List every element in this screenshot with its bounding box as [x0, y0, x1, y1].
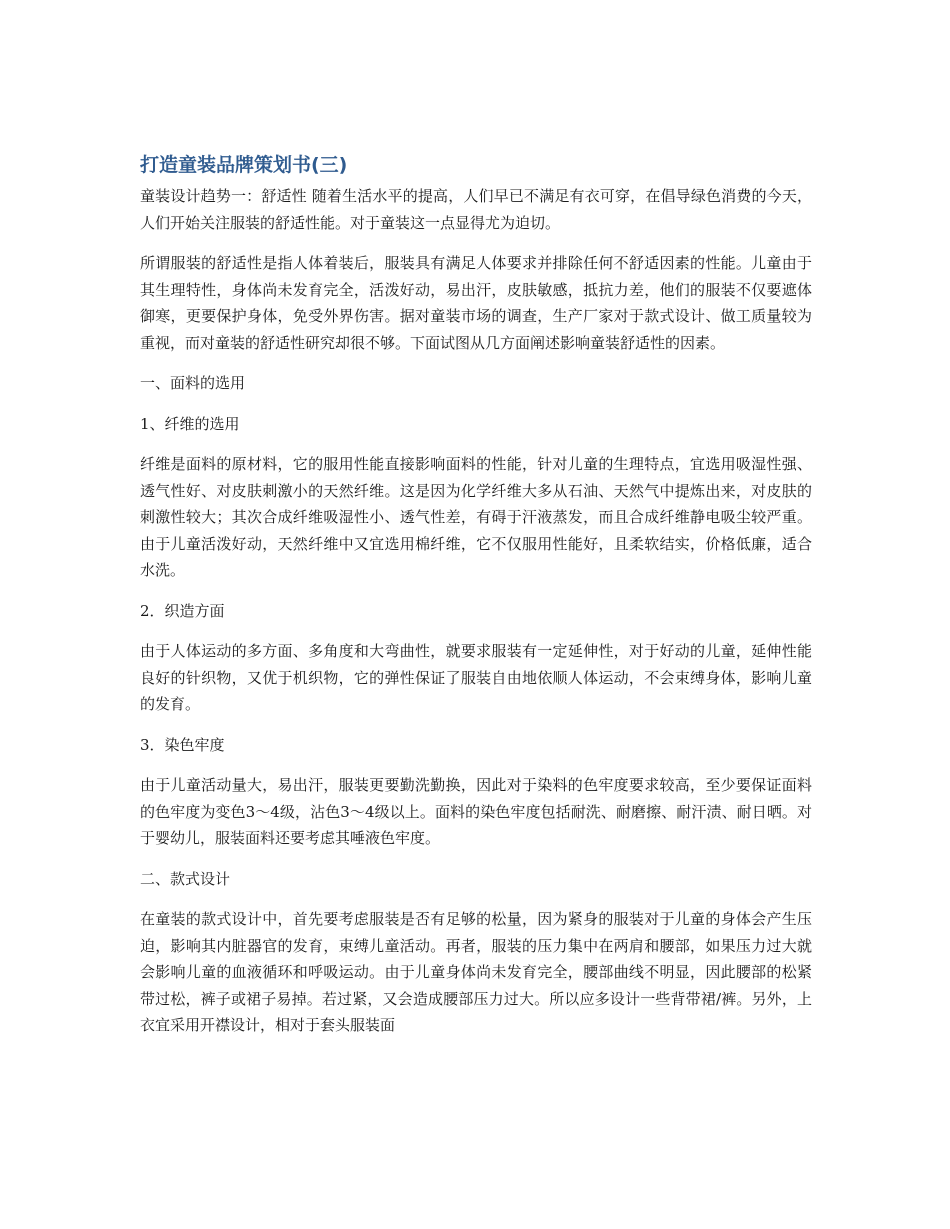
paragraph-intro: 童装设计趋势一：舒适性 随着生活水平的提高，人们早已不满足有衣可穿，在倡导绿色消费的今天，人们开始关注服装的舒适性能。对于童装这一点显得尤为迫切。	[140, 187, 812, 232]
paragraph-fiber: 纤维是面料的原材料，它的服用性能直接影响面料的性能，针对儿童的生理特点，宜选用吸湿性强、透气性好、对皮肤刺激小的天然纤维。这是因为化学纤维大多从石油、天然气中提炼出来，对皮肤的刺激性较大；其次合成纤维吸湿性小、透气性差，有碍于汗液蒸发，而且合成纤维静电吸尘较严重。由于儿童活泼好动，天然纤维中又宜选用棉纤维，它不仅服用性能好，且柔软结实，价格低廉，适合水洗。	[140, 455, 812, 579]
subsection-heading-colorfastness: 3．染色牢度	[140, 735, 225, 754]
paragraph-weaving: 由于人体运动的多方面、多角度和大弯曲性，就要求服装有一定延伸性，对于好动的儿童，延伸性能良好的针织物，又优于机织物，它的弹性保证了服装自由地依顺人体运动，不会束缚身体，影响儿童的发育。	[140, 642, 812, 713]
subsection-heading-fiber: 1、纤维的选用	[140, 414, 240, 433]
section-heading-style-design: 二、款式设计	[140, 869, 231, 888]
document-title: 打造童装品牌策划书(三)	[140, 154, 348, 176]
section-heading-fabric: 一、面料的选用	[140, 374, 246, 392]
paragraph-style-design: 在童装的款式设计中，首先要考虑服装是否有足够的松量，因为紧身的服装对于儿童的身体会产生压迫，影响其内脏器官的发育，束缚儿童活动。再者，服装的压力集中在两肩和腰部，如果压力过大就会影响儿童的血液循环和呼吸运动。由于儿童身体尚未发育完全，腰部曲线不明显，因此腰部的松紧带过松，裤子或裙子易掉。若过紧，又会造成腰部压力过大。所以应多设计一些背带裙/裤。另外，上衣宜采用开襟设计，相对于套头服装面	[140, 910, 812, 1034]
paragraph-colorfastness: 由于儿童活动量大，易出汗，服装更要勤洗勤换，因此对于染料的色牢度要求较高，至少要保证面料的色牢度为变色3～4级，沾色3～4级以上。面料的染色牢度包括耐洗、耐磨擦、耐汗渍、耐日晒。对于婴幼儿，服装面料还要考虑其唾液色牢度。	[140, 776, 812, 847]
paragraph-comfort-definition: 所谓服装的舒适性是指人体着装后，服装具有满足人体要求并排除任何不舒适因素的性能。儿童由于其生理特性，身体尚未发育完全，活泼好动，易出汗，皮肤敏感，抵抗力差，他们的服装不仅要遮体御寒，更要保护身体，免受外界伤害。据对童装市场的调查，生产厂家对于款式设计、做工质量较为重视，而对童装的舒适性研究却很不够。下面试图从几方面阐述影响童装舒适性的因素。	[140, 254, 812, 352]
document-page	[140, 152, 812, 1053]
subsection-heading-weaving: 2．织造方面	[140, 601, 225, 620]
